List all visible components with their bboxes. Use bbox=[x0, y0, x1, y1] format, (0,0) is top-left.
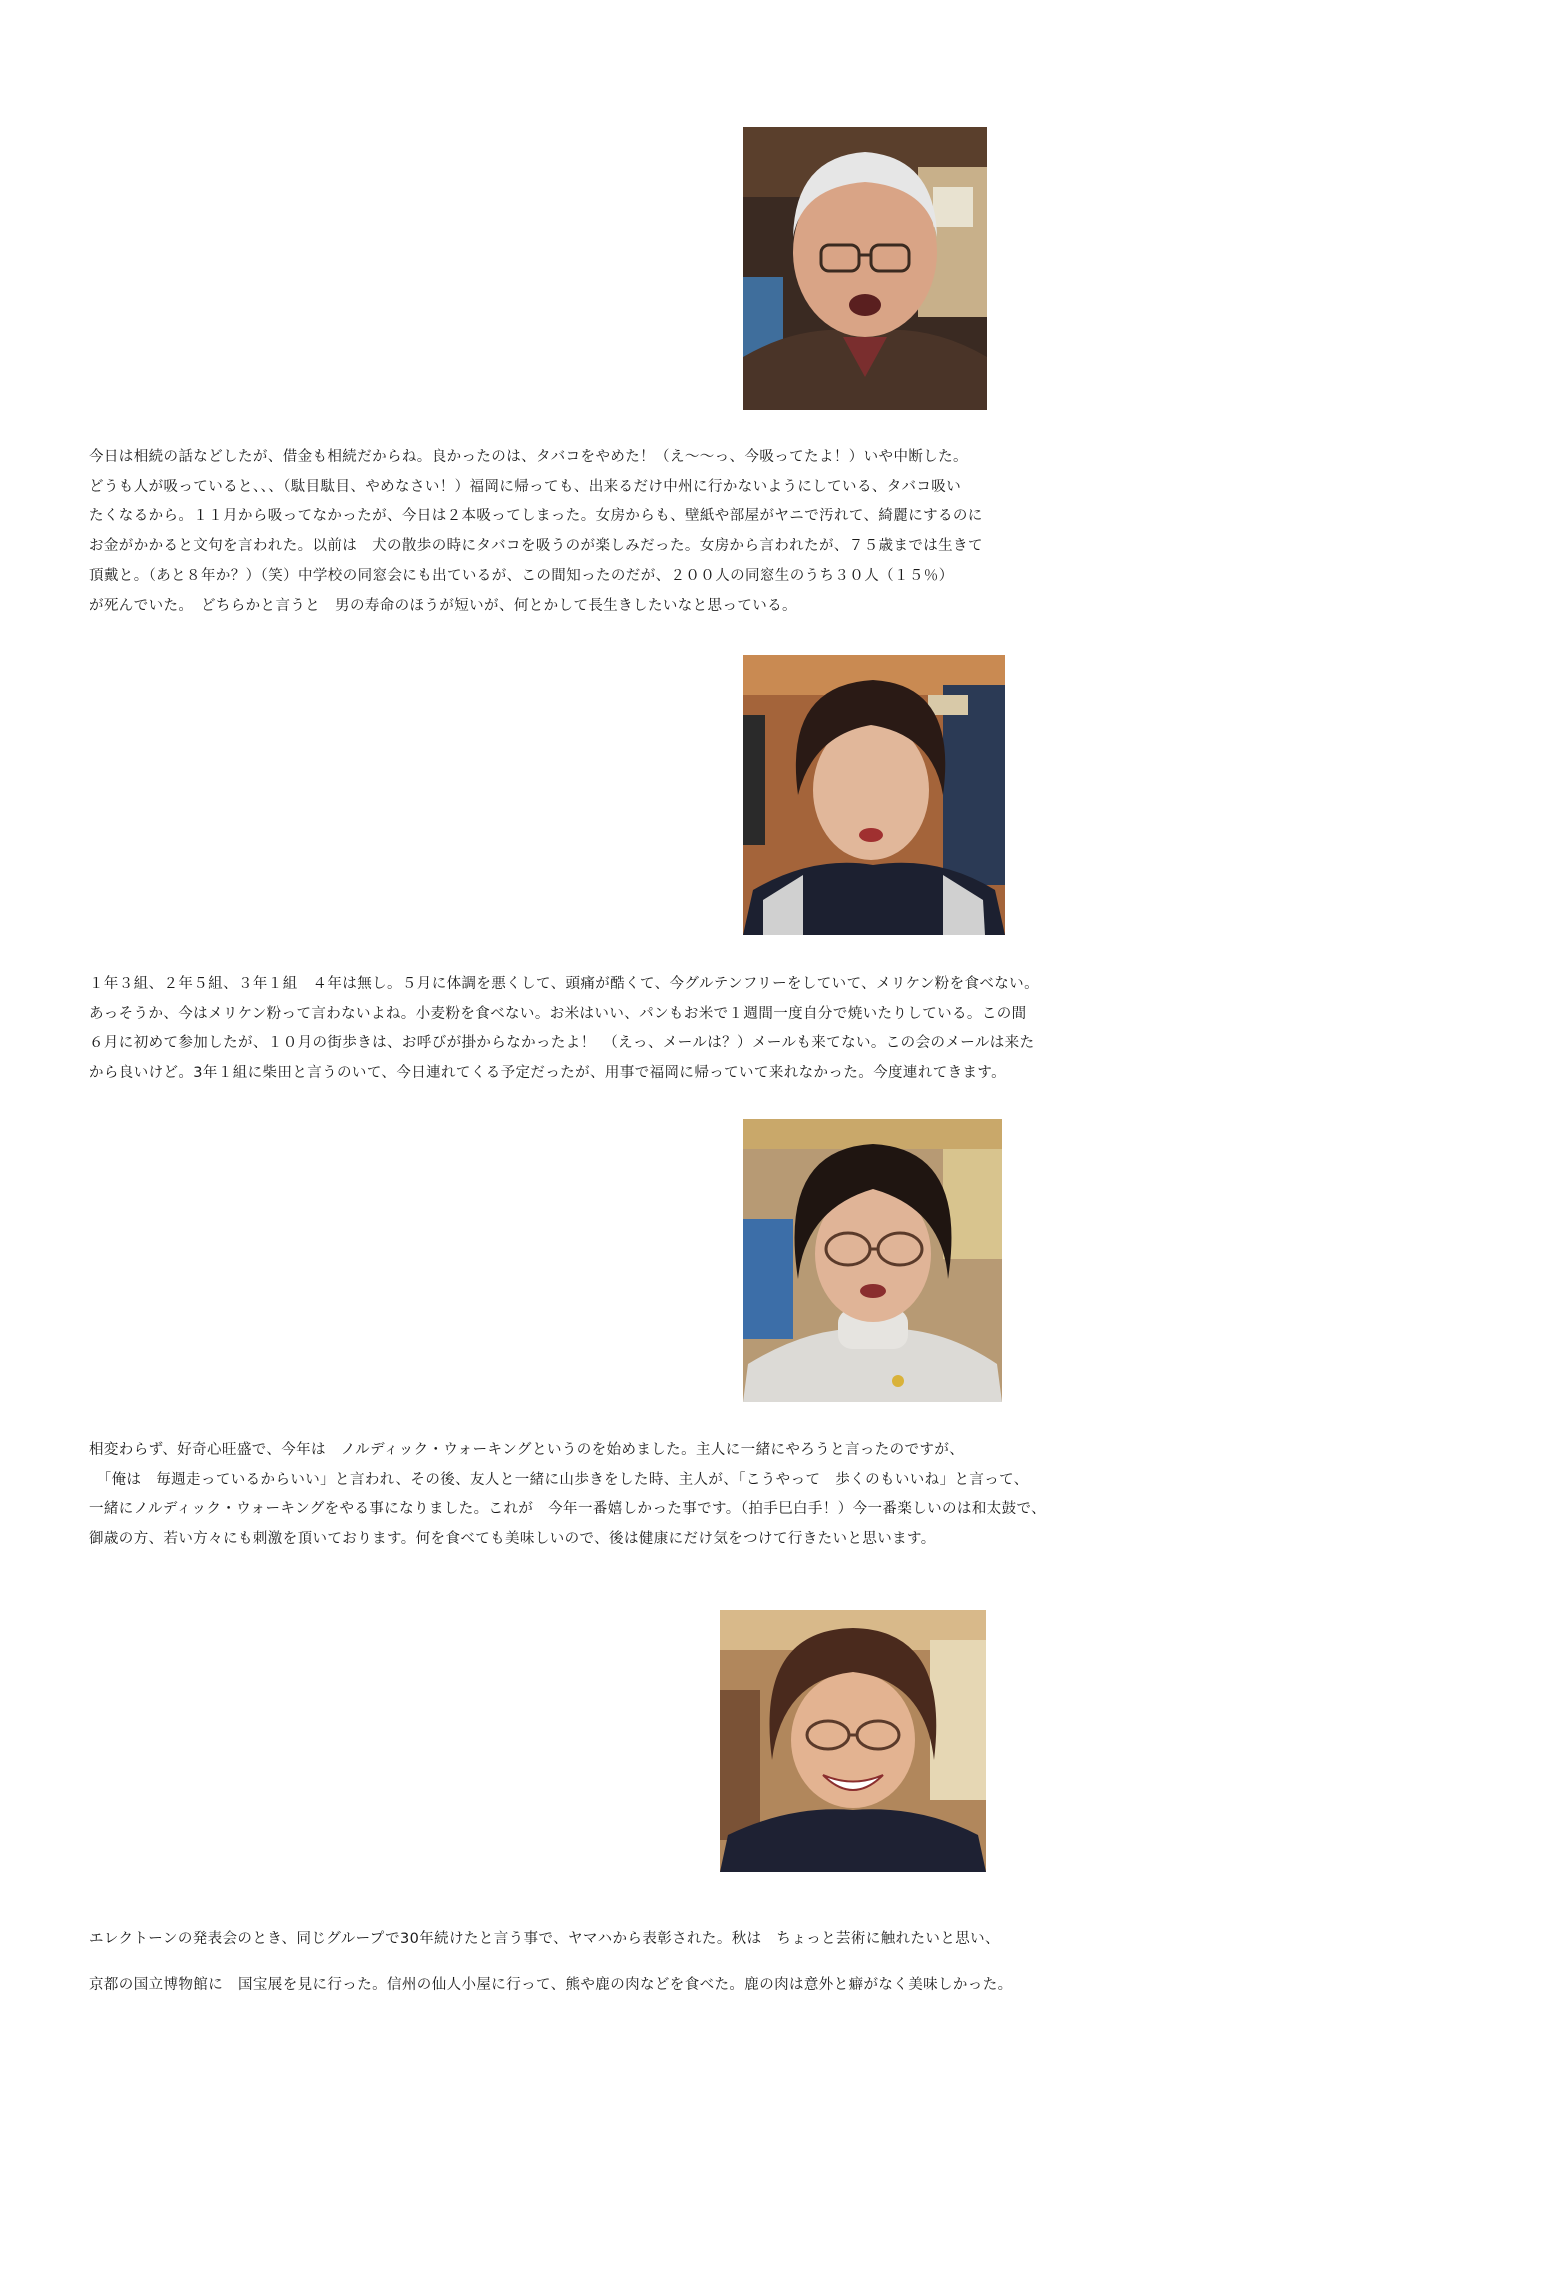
text-line: 「俺は 毎週走っているからいい」と言われ、その後、友人と一緒に山歩きをした時、主人が、「こうやって 歩くのもいいね」と言って、 bbox=[89, 1471, 1029, 1488]
text-line: あっそうか、今はメリケン粉って言わないよね。小麦粉を食べない。お米はいい、パンもお米で１週間一度自分で焼いたりしている。この間 bbox=[89, 1005, 1027, 1022]
text-section-1 bbox=[89, 443, 983, 621]
portrait-woman-dark-hair-image bbox=[743, 655, 1005, 935]
text-line: が死んでいた。 どちらかと言うと 男の寿命のほうが短いが、何とかして長生きしたいなと思っている。 bbox=[89, 597, 797, 614]
text-line: どうも人が吸っていると、、、（駄目駄目、やめなさい！）福岡に帰っても、出来るだけ中州に行かないようにしている、タバコ吸い bbox=[89, 478, 962, 495]
portrait-photo-3 bbox=[743, 1119, 1002, 1402]
text-line: 相変わらず、好奇心旺盛で、今年は ノルディック・ウォーキングというのを始めました。主人に一緒にやろうと言ったのですが、 bbox=[89, 1442, 965, 1458]
text-line: １年３組、２年５組、３年１組 ４年は無し。５月に体調を悪くして、頭痛が酷くて、今グルテンフリーをしていて、メリケン粉を食べない。 bbox=[89, 976, 1039, 992]
portrait-photo-1 bbox=[743, 127, 987, 410]
text-line: 御歳の方、若い方々にも刺激を頂いております。何を食べても美味しいので、後は健康にだけ気をつけて行きたいと思います。 bbox=[89, 1531, 936, 1548]
text-line: たくなるから。１１月から吸ってなかったが、今日は２本吸ってしまった。女房からも、壁紙や部屋がヤニで汚れて、綺麗にするのに bbox=[89, 508, 983, 525]
text-line: ６月に初めて参加したが、１０月の街歩きは、お呼びが掛からなかったよ！ （えっ、メールは？）メールも来てない。この会のメールは来た bbox=[89, 1035, 1035, 1052]
text-line: 京都の国立博物館に 国宝展を見に行った。信州の仙人小屋に行って、熊や鹿の肉などを食べた。鹿の肉は意外と癖がなく美味しかった。 bbox=[89, 1977, 1013, 1993]
text-section-3 bbox=[89, 1436, 1046, 1555]
text-line: 頂戴と。（あと８年か？）（笑）中学校の同窓会にも出ているが、この間知ったのだが、２００人の同窓生のうち３０人（１５％） bbox=[89, 567, 954, 584]
text-line: エレクトーンの発表会のとき、同じグループで30年続けたと言う事で、ヤマハから表彰された。秋は ちょっと芸術に触れたいと思い、 bbox=[89, 1931, 1000, 1947]
portrait-woman-glasses-turtleneck-image bbox=[743, 1119, 1002, 1402]
text-line: から良いけど。3年１組に柴田と言うのいて、今日連れてくる予定だったが、用事で福岡に帰っていて来れなかった。今度連れてきます。 bbox=[89, 1065, 1007, 1082]
text-line: お金がかかると文句を言われた。以前は 犬の散歩の時にタバコを吸うのが楽しみだった。女房から言われたが、７５歳までは生きて bbox=[89, 538, 983, 555]
text-section-4 bbox=[89, 1916, 1013, 2008]
text-section-2 bbox=[89, 970, 1039, 1089]
text-line: 一緒にノルディック・ウォーキングをやる事になりました。これが 今年一番嬉しかった事です。（拍手巳白手！）今一番楽しいのは和太鼓で、 bbox=[89, 1501, 1047, 1518]
portrait-elderly-man-image bbox=[743, 127, 987, 410]
portrait-photo-4 bbox=[720, 1610, 986, 1872]
portrait-smiling-woman-image bbox=[720, 1610, 986, 1872]
portrait-photo-2 bbox=[743, 655, 1005, 935]
text-line: 今日は相続の話などしたが、借金も相続だからね。良かったのは、タバコをやめた！（え〜〜っ、今吸ってたよ！）いや中断した。 bbox=[89, 449, 968, 465]
